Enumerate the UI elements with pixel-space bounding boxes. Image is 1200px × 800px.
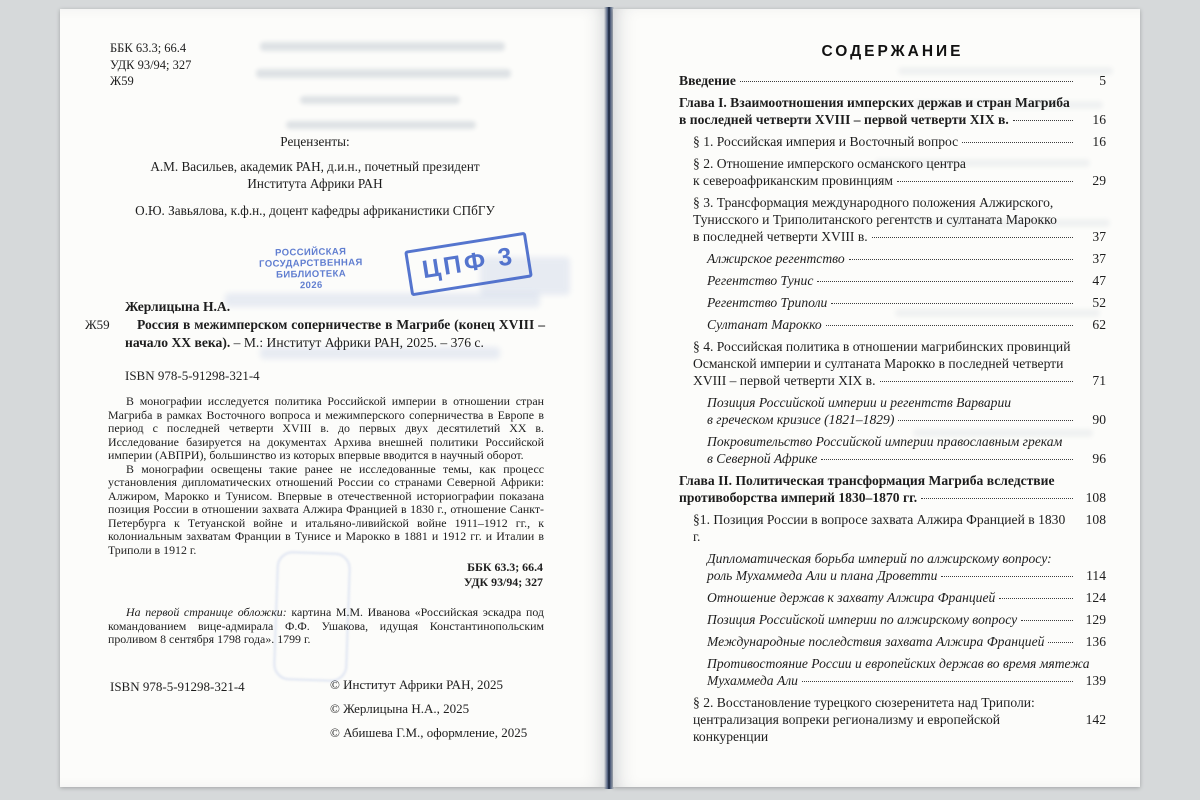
toc-item-text: Глава II. Политическая трансформация Магриба вследствие — [679, 473, 1055, 488]
dot-leader — [872, 237, 1073, 238]
toc-entry-last-line — [693, 372, 1106, 389]
dot-leader — [1013, 120, 1073, 121]
toc-entry-last-line — [707, 250, 1106, 267]
toc-item-text: Османской империи и султаната Марокко в последней четверти — [693, 356, 1064, 371]
toc-item-text: в греческом кризисе (1821–1829) — [707, 412, 895, 427]
contents-header: СОДЕРЖАНИЕ — [821, 43, 964, 60]
toc-item-text: Дипломатическая борьба империй по алжирскому вопросу: — [707, 551, 1052, 566]
dot-leader — [880, 381, 1074, 382]
toc-page-number: 136 — [1085, 634, 1106, 649]
book-imprint-info: – М.: Институт Африки РАН, 2025. – 376 с. — [230, 335, 484, 350]
dot-leader — [1021, 620, 1073, 621]
dot-leader — [821, 459, 1073, 460]
toc-page-number: 5 — [1099, 73, 1106, 88]
toc-item-text: Мухаммеда Али — [707, 673, 798, 688]
toc-entry-line — [707, 433, 1106, 450]
reviewers-block — [100, 133, 530, 219]
dot-leader — [962, 142, 1073, 143]
cover-note-label: На первой странице обложки: — [126, 605, 287, 619]
toc-list — [679, 72, 1106, 750]
toc-entry-last-line — [707, 294, 1106, 311]
library-stamp-line: БИБЛИОТЕКА — [276, 268, 347, 281]
toc-item-text: Глава I. Взаимоотношения имперских держав и стран Магриба — [679, 95, 1070, 110]
toc-entry-last-line — [707, 672, 1106, 689]
toc-page-number: 129 — [1085, 612, 1106, 627]
toc-entry-last-line — [707, 633, 1106, 650]
toc-item-text: Позиция Российской империи по алжирскому вопросу — [707, 612, 1018, 627]
reviewers-heading: Рецензенты: — [280, 134, 350, 149]
toc-entry — [679, 589, 1106, 606]
toc-item-text: § 4. Российская политика в отношении магрибинских провинций — [693, 339, 1071, 354]
bbk-classification-block — [110, 40, 191, 90]
toc-entry — [679, 272, 1106, 289]
toc-page-number: 52 — [1092, 295, 1106, 310]
dot-leader — [802, 681, 1073, 682]
reviewer-1-line-1: А.М. Васильев, академик РАН, д.и.н., почетный президент — [150, 158, 480, 174]
toc-entry — [679, 316, 1106, 333]
toc-page-number: 142 — [1085, 712, 1106, 727]
catalog-code: Ж59 — [85, 317, 110, 332]
toc-entry — [679, 433, 1106, 467]
catalog-card — [85, 298, 545, 352]
toc-entry — [679, 394, 1106, 428]
dot-leader — [826, 325, 1073, 326]
toc-item-text: Алжирское регентство — [707, 251, 845, 266]
toc-entry-last-line — [693, 228, 1106, 245]
toc-item-text: § 2. Восстановление турецкого сюзеренитета над Триполи: — [693, 695, 1035, 710]
toc-entry-last-line — [707, 450, 1106, 467]
copyright-line: © Жерлицына Н.А., 2025 — [330, 701, 470, 716]
toc-page-number: 108 — [1085, 490, 1106, 505]
book-author: Жерлицына Н.А. — [125, 299, 231, 314]
toc-item-text: § 2. Отношение имперского османского центра — [693, 156, 966, 171]
reviewer-2: О.Ю. Завьялова, к.ф.н., доцент кафедры африканистики СПбГУ — [135, 202, 495, 218]
toc-entry-line — [707, 394, 1106, 411]
toc-page-number: 37 — [1092, 251, 1106, 266]
dot-leader — [897, 181, 1073, 182]
dot-leader — [999, 598, 1073, 599]
toc-entry-line — [679, 94, 1106, 111]
toc-item-text: в последней четверти XVIII в. — [693, 229, 868, 244]
show-through-smudge — [260, 42, 505, 51]
toc-page-number: 124 — [1085, 590, 1106, 605]
show-through-smudge — [256, 69, 511, 78]
toc-entry — [679, 250, 1106, 267]
toc-entry-last-line — [707, 567, 1106, 584]
library-stamp-line: ГОСУДАРСТВЕННАЯ — [259, 257, 363, 270]
toc-item-text: Отношение держав к захвату Алжира Францией — [707, 590, 996, 605]
toc-entry-line — [693, 355, 1106, 372]
toc-item-text: § 3. Трансформация международного положения Алжирского, — [693, 195, 1054, 210]
toc-page-number: 47 — [1092, 273, 1106, 288]
bbk-line: ББК 63.3; 66.4 — [110, 41, 187, 55]
toc-entry-line — [707, 655, 1106, 672]
copyright-line: © Абишева Г.М., оформление, 2025 — [330, 725, 528, 740]
toc-item-text: Международные последствия захвата Алжира Францией — [707, 634, 1045, 649]
toc-entry-last-line — [707, 611, 1106, 628]
ghost-stamp-outline — [273, 551, 351, 683]
dot-leader — [1048, 642, 1073, 643]
toc-entry — [679, 694, 1106, 745]
toc-entry — [679, 155, 1106, 189]
toc-item-text: XVIII – первой четверти XIX в. — [693, 373, 876, 388]
toc-item-text: к североафриканским провинциям — [693, 173, 893, 188]
toc-entry-last-line — [693, 172, 1106, 189]
isbn-bottom: ISBN 978-5-91298-321-4 — [110, 679, 245, 694]
toc-page-number: 71 — [1092, 373, 1106, 388]
book-title-entry — [125, 316, 545, 352]
toc-page-number: 16 — [1092, 134, 1106, 149]
annotation-paragraph-2: В монографии освещены такие ранее не исследованные темы, как процесс установления дипломатических отношений России со странами Северной Африки: Алжиром, Марокко и Тунисом. Впервые в отечественной историографии показана позиция России в отношении захвата Алжира Францией в 1830 г., отношение Санкт-Петербурга к Тетуанской войне и итальяно-ливийской войне 1911–1912 гг., к колониальным захватам Франции в Тунисе и Марокко в 1881 и 1912 гг. и Италии в Триполи в 1912 г. — [108, 461, 544, 557]
contents-page — [613, 9, 1140, 787]
toc-item-text: §1. Позиция России в вопросе захвата Алжира Францией в 1830 г. — [693, 512, 1066, 544]
dot-leader — [831, 303, 1073, 304]
toc-item-text: централизация вопреки регионализму и европейской конкуренции — [693, 712, 1001, 744]
copyright-block — [330, 673, 527, 745]
toc-entry-last-line — [679, 489, 1106, 506]
isbn-top: ISBN 978-5-91298-321-4 — [125, 368, 260, 383]
copyright-line: © Институт Африки РАН, 2025 — [330, 677, 503, 692]
toc-entry-last-line — [707, 589, 1106, 606]
toc-entry — [679, 633, 1106, 650]
udk-line: УДК 93/94; 327 — [110, 57, 192, 72]
dot-leader — [849, 259, 1073, 260]
toc-page-number: 108 — [1085, 512, 1106, 527]
toc-entry-line — [693, 694, 1106, 711]
toc-entry-last-line — [693, 511, 1106, 545]
toc-item-text: в Северной Африке — [707, 451, 818, 466]
toc-item-text: Позиция Российской империи и регентств Варварии — [707, 395, 1012, 410]
toc-page-number: 62 — [1092, 317, 1106, 332]
toc-entry — [679, 472, 1106, 506]
dot-leader — [817, 281, 1073, 282]
author-sign-line: Ж59 — [110, 74, 134, 88]
toc-item-text: Султанат Марокко — [707, 317, 822, 332]
toc-entry — [679, 655, 1106, 689]
toc-entry — [679, 550, 1106, 584]
reviewer-1-line-2: Института Африки РАН — [247, 176, 383, 191]
cpf-code-stamp: ЦПФ 3 — [404, 232, 533, 297]
show-through-smudge — [286, 121, 476, 129]
toc-item-text: Регентство Тунис — [707, 273, 814, 288]
toc-entry-last-line — [707, 316, 1106, 333]
toc-item-text: § 1. Российская империя и Восточный вопрос — [693, 134, 959, 149]
imprint-page — [60, 9, 607, 787]
toc-entry-last-line — [679, 72, 1106, 89]
toc-page-number: 90 — [1092, 412, 1106, 427]
toc-entry — [679, 611, 1106, 628]
bbk-bottom-block — [464, 560, 543, 589]
toc-entry-line — [693, 338, 1106, 355]
toc-entry — [679, 133, 1106, 150]
toc-item-text: Регентство Триполи — [707, 295, 828, 310]
toc-entry — [679, 294, 1106, 311]
dot-leader — [898, 420, 1073, 421]
toc-entry-last-line — [707, 411, 1106, 428]
show-through-smudge — [300, 96, 460, 104]
toc-item-text: противоборства империй 1830–1870 гг. — [679, 490, 918, 505]
dot-leader — [740, 81, 1073, 82]
toc-entry — [679, 338, 1106, 389]
toc-entry-line — [693, 155, 1106, 172]
bbk-bottom-line: ББК 63.3; 66.4 — [467, 560, 543, 574]
toc-entry-last-line — [679, 111, 1106, 128]
toc-entry — [679, 194, 1106, 245]
toc-entry-last-line — [693, 711, 1106, 745]
toc-entry — [679, 511, 1106, 545]
toc-entry — [679, 72, 1106, 89]
toc-item-text: Противостояние России и европейских держав во время мятежа — [707, 656, 1090, 671]
toc-page-number: 29 — [1092, 173, 1106, 188]
toc-entry-last-line — [693, 133, 1106, 150]
book-title-bold: Россия в межимперском соперничестве в Магрибе (конец XVIII – начало XX века). — [125, 317, 545, 350]
reviewer-1 — [100, 158, 530, 193]
toc-page-number: 96 — [1092, 451, 1106, 466]
toc-entry-line — [707, 550, 1106, 567]
toc-item-text: в последней четверти XVIII – первой четверти XIX в. — [679, 112, 1009, 127]
toc-entry-line — [693, 211, 1106, 228]
toc-item-text: Введение — [679, 73, 736, 88]
toc-entry-last-line — [707, 272, 1106, 289]
library-stamp — [256, 246, 367, 292]
toc-entry-line — [679, 472, 1106, 489]
toc-entry — [679, 94, 1106, 128]
annotation-block — [108, 395, 544, 557]
toc-entry-line — [693, 194, 1106, 211]
toc-item-text: Тунисского и Триполитанского регентств и султаната Марокко — [693, 212, 1057, 227]
dot-leader — [941, 576, 1073, 577]
toc-page-number: 139 — [1085, 673, 1106, 688]
library-stamp-line: РОССИЙСКАЯ — [274, 246, 347, 259]
library-stamp-year: 2026 — [299, 279, 323, 292]
udk-bottom-line: УДК 93/94; 327 — [463, 574, 543, 589]
dot-leader — [921, 498, 1073, 499]
toc-page-number: 37 — [1092, 229, 1106, 244]
toc-item-text: Покровительство Российской империи православным грекам — [707, 434, 1063, 449]
toc-item-text: роль Мухаммеда Али и плана Дроветти — [707, 568, 938, 583]
cover-note-body: картина М.М. Иванова «Российская эскадра под командованием вице-адмирала Ф.Ф. Ушакова, идущая Константинопольским проливом 8 сентября 1798 года». 1799 г. — [108, 605, 544, 647]
toc-page-number: 16 — [1092, 112, 1106, 127]
toc-page-number: 114 — [1086, 568, 1106, 583]
annotation-paragraph-1: В монографии исследуется политика Российской империи в отношении стран Магриба в рамках Восточного вопроса и межимперского соперничества в Европе в период с последней четверти XVIII в. до первых двух десятилетий XX в. Исследование базируется на документах Архива внешней политики Российской империи (АВПРИ), большинство из которых впервые вводится в научный оборот. — [108, 394, 544, 462]
